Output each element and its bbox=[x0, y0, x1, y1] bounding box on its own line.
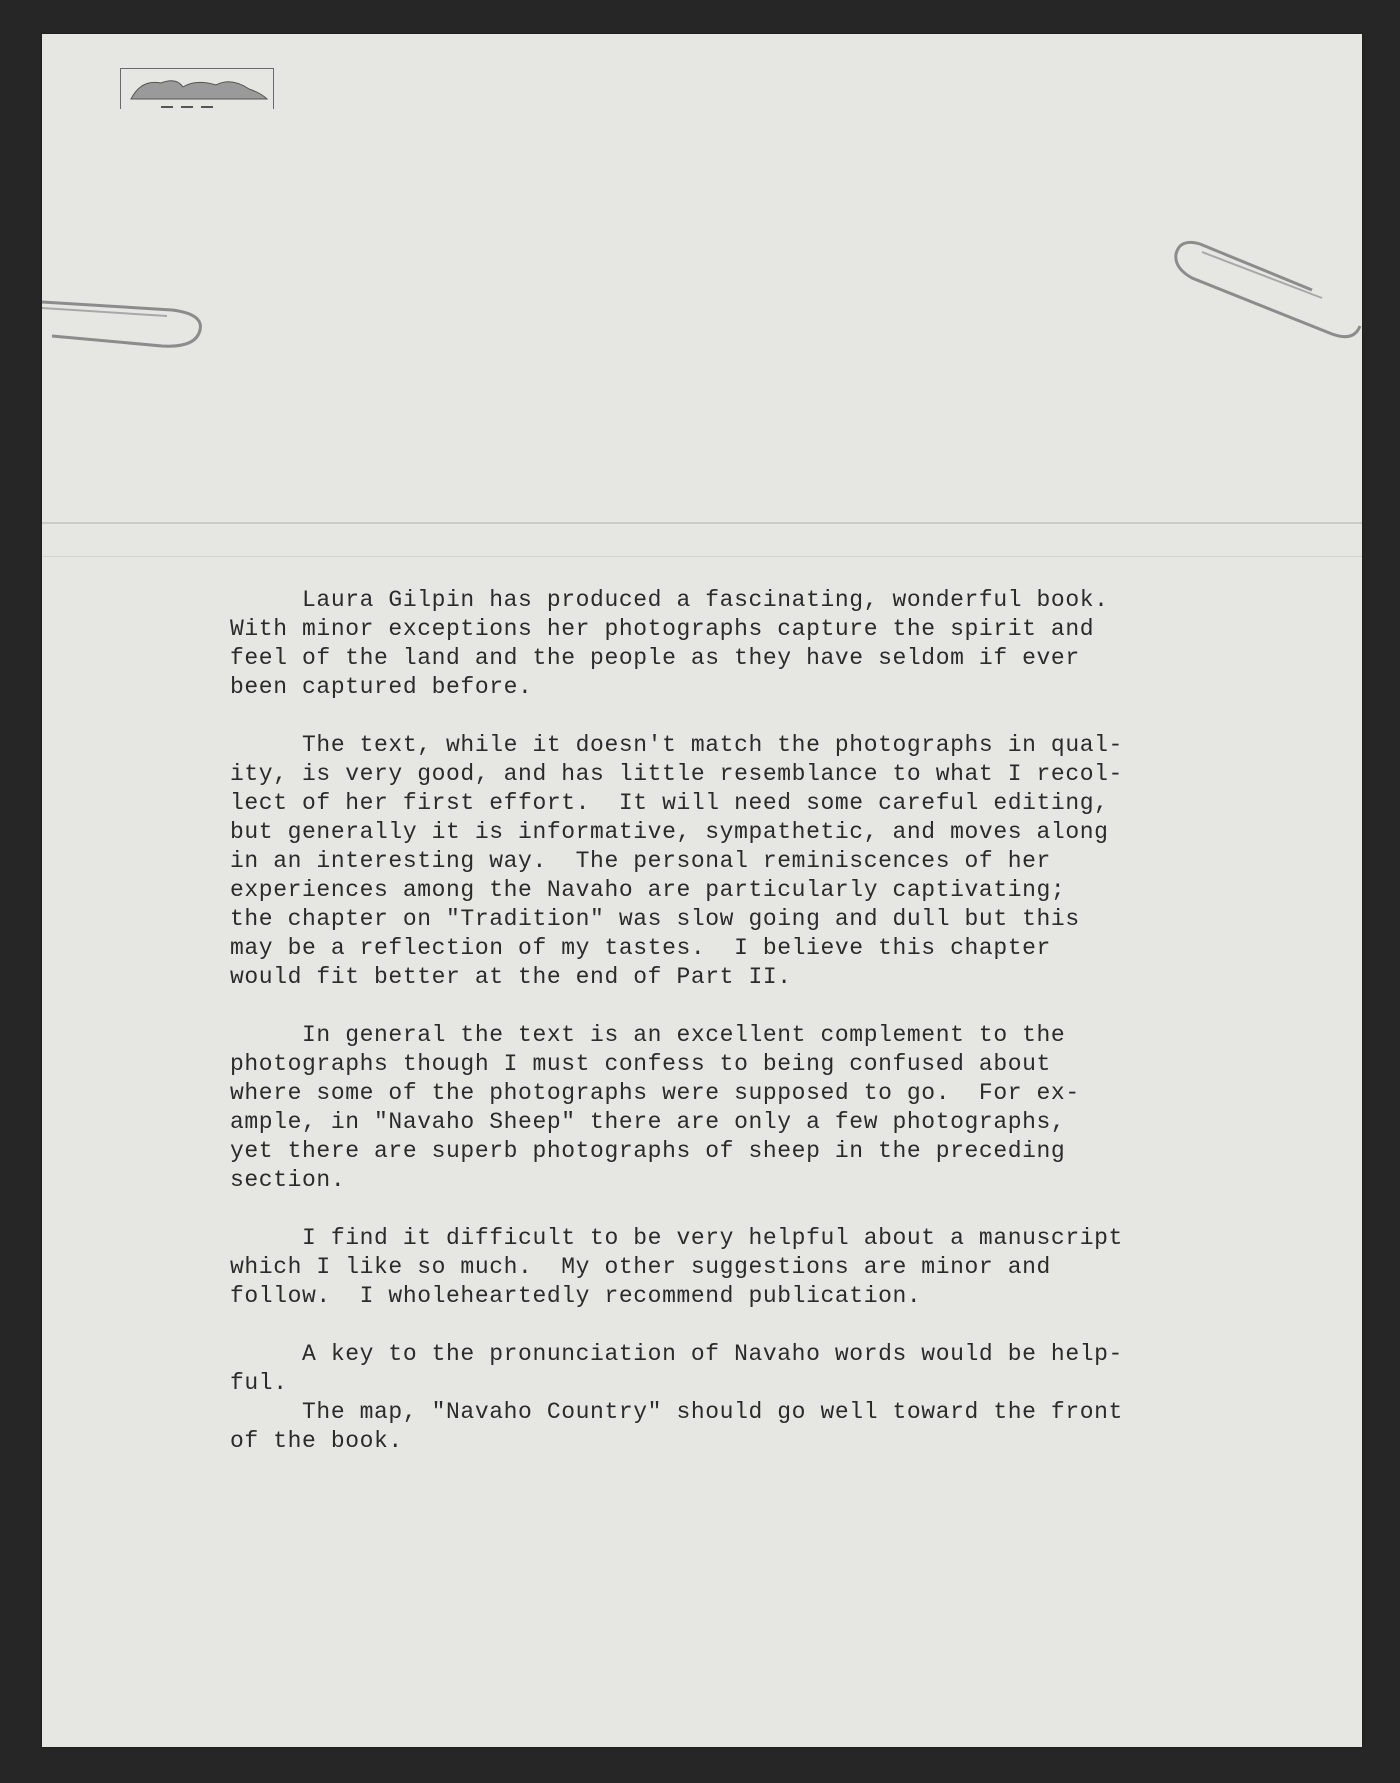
fold-crease bbox=[42, 556, 1362, 557]
text-line: ample, in "Navaho Sheep" there are only a few photographs, bbox=[230, 1109, 1066, 1135]
paragraph-5 bbox=[230, 1340, 1210, 1398]
text-line: ful. bbox=[230, 1370, 288, 1396]
text-line: would fit better at the end of Part II. bbox=[230, 964, 792, 990]
text-line: lect of her first effort. It will need some careful editing, bbox=[230, 790, 1109, 816]
text-line: of the book. bbox=[230, 1428, 403, 1454]
letterhead-logo-icon bbox=[120, 68, 274, 109]
text-line: where some of the photographs were supposed to go. For ex- bbox=[230, 1080, 1080, 1106]
letter-body bbox=[230, 586, 1210, 1485]
text-line: follow. I wholeheartedly recommend publication. bbox=[230, 1283, 922, 1309]
paragraph-4 bbox=[230, 1224, 1210, 1311]
paperclip-left-icon bbox=[42, 296, 202, 356]
text-line: section. bbox=[230, 1167, 346, 1193]
text-line: The text, while it doesn't match the photographs in qual- bbox=[230, 732, 1123, 758]
text-line: feel of the land and the people as they have seldom if ever bbox=[230, 645, 1080, 671]
text-line: ity, is very good, and has little resemblance to what I recol- bbox=[230, 761, 1123, 787]
text-line: Laura Gilpin has produced a fascinating, wonderful book. bbox=[230, 587, 1109, 613]
text-line: but generally it is informative, sympathetic, and moves along bbox=[230, 819, 1109, 845]
text-line: The map, "Navaho Country" should go well toward the front bbox=[230, 1399, 1123, 1425]
text-line: A key to the pronunciation of Navaho words would be help- bbox=[230, 1341, 1123, 1367]
paragraph-2 bbox=[230, 731, 1210, 992]
paragraph-6 bbox=[230, 1398, 1210, 1456]
text-line: photographs though I must confess to being confused about bbox=[230, 1051, 1051, 1077]
text-line: may be a reflection of my tastes. I believe this chapter bbox=[230, 935, 1051, 961]
paperclip-right-icon bbox=[1172, 234, 1362, 344]
text-line: yet there are superb photographs of sheep in the preceding bbox=[230, 1138, 1066, 1164]
text-line: With minor exceptions her photographs capture the spirit and bbox=[230, 616, 1095, 642]
text-line: which I like so much. My other suggestions are minor and bbox=[230, 1254, 1051, 1280]
paragraph-1 bbox=[230, 586, 1210, 702]
text-line: been captured before. bbox=[230, 674, 533, 700]
text-line: in an interesting way. The personal reminiscences of her bbox=[230, 848, 1051, 874]
paragraph-3 bbox=[230, 1021, 1210, 1195]
text-line: In general the text is an excellent complement to the bbox=[230, 1022, 1066, 1048]
text-line: the chapter on "Tradition" was slow going and dull but this bbox=[230, 906, 1080, 932]
fold-crease bbox=[42, 522, 1362, 524]
text-line: experiences among the Navaho are particularly captivating; bbox=[230, 877, 1066, 903]
text-line: I find it difficult to be very helpful about a manuscript bbox=[230, 1225, 1123, 1251]
